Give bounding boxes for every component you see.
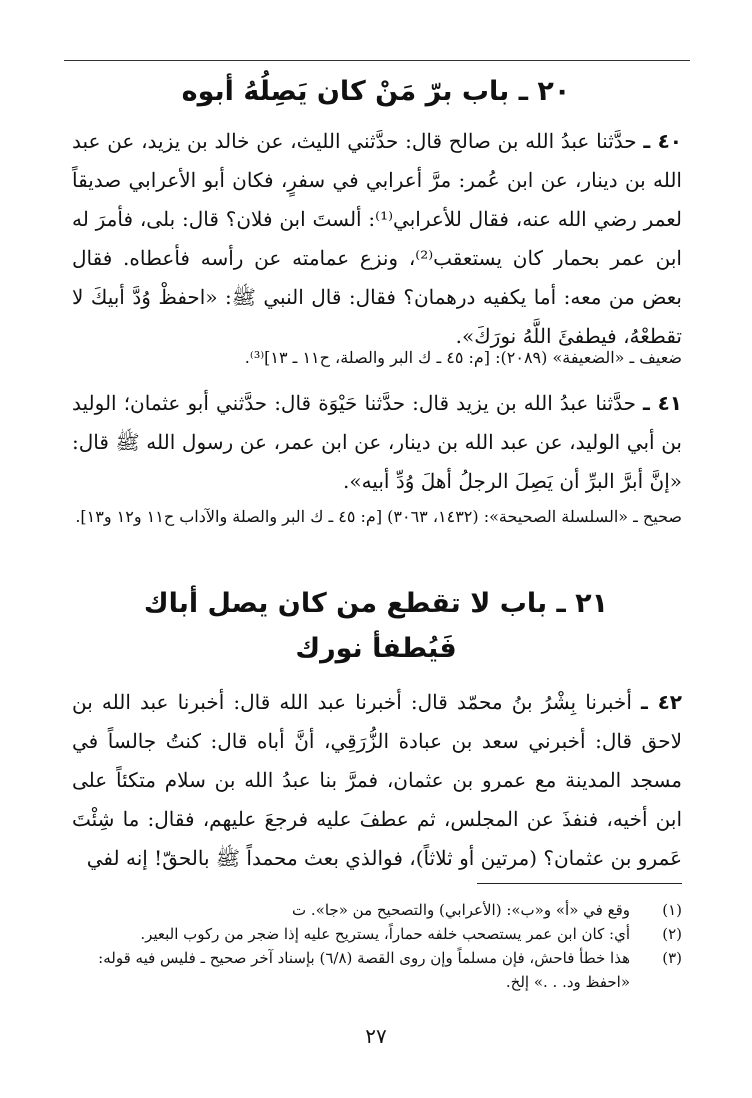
top-rule — [64, 60, 690, 61]
footnote-3 — [80, 946, 682, 994]
hadith-42-number: ٤٢ ـ — [641, 690, 682, 714]
hadith-41-number: ٤١ ـ — [643, 391, 682, 415]
hadith-41-text: حدَّثنا عبدُ الله بن يزيد قال: حدَّثنا حَيْوَة قال: حدَّثني أبو عثمان؛ الوليد بن أبي الوليد، عن عبد الله بن دينار، عن ابن عمر، عن رسول الله ﷺ قال: «إنَّ أبرَّ البرِّ أن يَصِلَ الرجلُ أهلَ وُدِّ أبيه». — [72, 391, 682, 493]
footnote-2 — [80, 922, 682, 946]
hadith-42 — [72, 683, 682, 878]
footnote-2-number: (٢) — [662, 925, 682, 943]
hadith-40-number: ٤٠ ـ — [643, 129, 682, 153]
hadith-42-text: أخبرنا بِشْرُ بنُ محمّد قال: أخبرنا عبد الله قال: أخبرنا عبد الله بن لاحق قال: أخبرني سعد بن عبادة الزُّرَقِي، أنَّ أباه قال: كنتُ جالساً في مسجد المدينة مع عمرو بن عثمان، فمرَّ بنا عبدُ الله بن سلام متكئاً على ابن أخيه، فنفذَ عن المجلس، ثم عطفَ عليه فرجعَ عليهم، فقال: ما شِئْتَ عَمرو بن عثمان؟ (مرتين أو ثلاثاً)، فوالذي بعث محمداً ﷺ بالحقّ! إنه لفي — [72, 690, 682, 870]
hadith-41-grade: صحيح ـ «السلسلة الصحيحة»: (١٤٣٢، ٣٠٦٣) [م: ٤٥ ـ ك البر والصلة والآداب ح١١ و١٢ و١٣]. — [75, 507, 682, 526]
hadith-40-grade: ضعيف ـ «الضعيفة» (٢٠٨٩): [م: ٤٥ ـ ك البر والصلة، ح١١ ـ ١٣]⁽³⁾. — [244, 348, 682, 367]
chapter-21-heading-line1: ٢١ ـ باب لا تقطع من كان يصل أباك — [143, 588, 609, 619]
hadith-41 — [72, 384, 682, 501]
footnote-3-number: (٣) — [662, 949, 682, 967]
chapter-20-heading: ٢٠ ـ باب برّ مَنْ كان يَصِلُهُ أبوه — [181, 76, 571, 107]
footnote-1-text: وقع في «أ» و«ب»: (الأعرابي) والتصحيح من «جا». ت — [292, 901, 630, 919]
footnote-separator — [477, 883, 682, 884]
footnote-1-number: (١) — [662, 901, 682, 919]
footnote-2-text: أي: كان ابن عمر يستصحب خلفه حماراً، يستريح عليه إذا ضجر من ركوب البعير. — [140, 925, 630, 943]
footnote-1 — [80, 898, 682, 922]
page-number: ٢٧ — [365, 1024, 387, 1048]
footnote-3-text: هذا خطأ فاحش، فإن مسلماً وإن روى القصة (٦/٨) بإسناد آخر صحيح ـ فليس فيه قوله: «احفظ ود. . .» إلخ. — [98, 949, 630, 991]
hadith-40-text: حدَّثنا عبدُ الله بن صالح قال: حدَّثني الليث، عن خالد بن يزيد، عن عبد الله بن دينار، عن ابن عُمر: مرَّ أعرابي في سفرٍ، فكان أبو الأعرابي صديقاً لعمر رضي الله عنه، فقال للأعرابي⁽¹⁾: ألستَ ابن فلان؟ قال: بلى، فأمرَ له ابن عمر بحمار كان يستعقب⁽²⁾، ونزع عمامته عن رأسه فأعطاه. فقال بعض من معه: أما يكفيه درهمان؟ فقال: قال النبي ﷺ: «احفظْ وُدَّ أبيكَ لا تقطعْهُ، فيطفئَ اللَّهُ نورَكَ». — [72, 129, 682, 348]
chapter-21-heading-line2: فَيُطفأ نورك — [295, 633, 457, 664]
footnotes — [80, 898, 682, 994]
hadith-40 — [72, 122, 682, 356]
